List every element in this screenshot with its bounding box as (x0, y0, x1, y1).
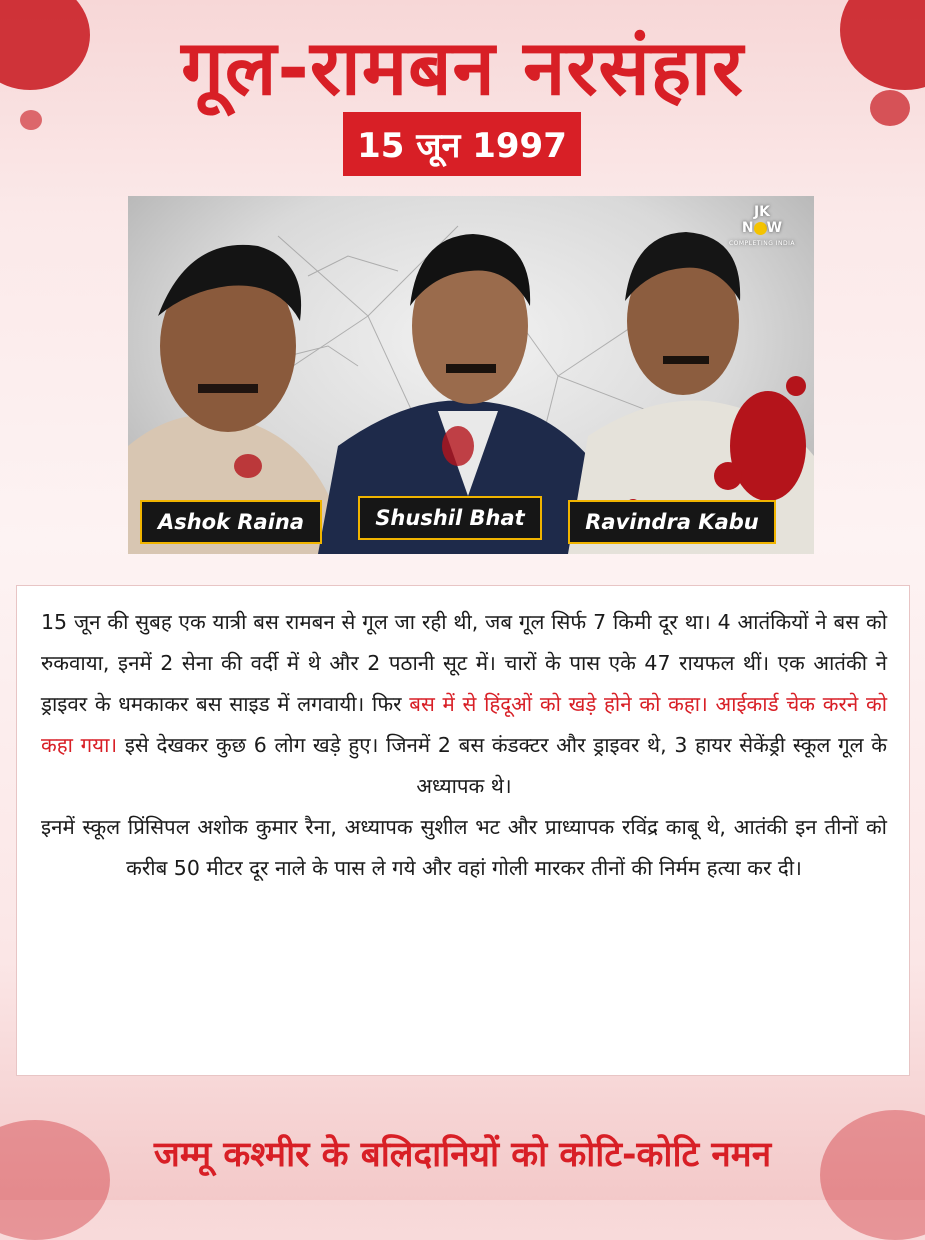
page-title: गूल-रामबन नरसंहार (181, 23, 744, 112)
highlighted-text: बस में से हिंदूओं को खड़े होने को कहा। आईकार्ड चेक करने को कहा गया। (41, 692, 888, 757)
article-box (16, 585, 910, 1076)
article-text (41, 602, 887, 889)
paragraph-1: 15 जून की सुबह एक यात्री बस रामबन से गूल जा रही थी, जब गूल सिर्फ 7 किमी दूर था। 4 आतंकियों ने बस को रुकवाया, इनमें 2 सेना की वर्दी में थे और 2 पठानी सूट में। चारों के पास एके 47 रायफल थीं। एक आतंकी ने ड्राइवर के धमकाकर बस साइड में लगवायी। फिर बस में से हिंदूओं को खड़े होने को कहा। आईकार्ड चेक करने को कहा गया। इसे देखकर कुछ 6 लोग खड़े हुए। जिनमें 2 बस कंडक्टर और ड्राइवर थे, 3 हायर सेकेंड्री स्कूल गूल के अध्यापक थे। (41, 610, 888, 798)
paragraph-2: इनमें स्कूल प्रिंसिपल अशोक कुमार रैना, अध्यापक सुशील भट और प्राध्यापक रविंद्र काबू थे, आतंकी इन तीनों को करीब 50 मीटर दूर नाले के पास ले गये और वहां गोली मारकर तीनों की निर्मम हत्या कर दी। (41, 815, 887, 880)
footer-tribute: जम्मू कश्मीर के बलिदानियों को कोटि-कोटि नमन (153, 1135, 772, 1175)
logo-line-1: JK (753, 204, 771, 220)
name-plate-ravindra: Ravindra Kabu (568, 500, 776, 544)
victims-photo (128, 196, 814, 554)
name-plate-ashok: Ashok Raina (140, 500, 322, 544)
name-plate-shushil: Shushil Bhat (358, 496, 542, 540)
date-badge: 15 जून 1997 (343, 112, 581, 176)
logo-sun-icon (754, 222, 767, 235)
logo-line-2: N W (741, 220, 783, 236)
jk-now-logo (722, 204, 802, 252)
logo-tagline: COMPLETING INDIA (728, 240, 796, 247)
